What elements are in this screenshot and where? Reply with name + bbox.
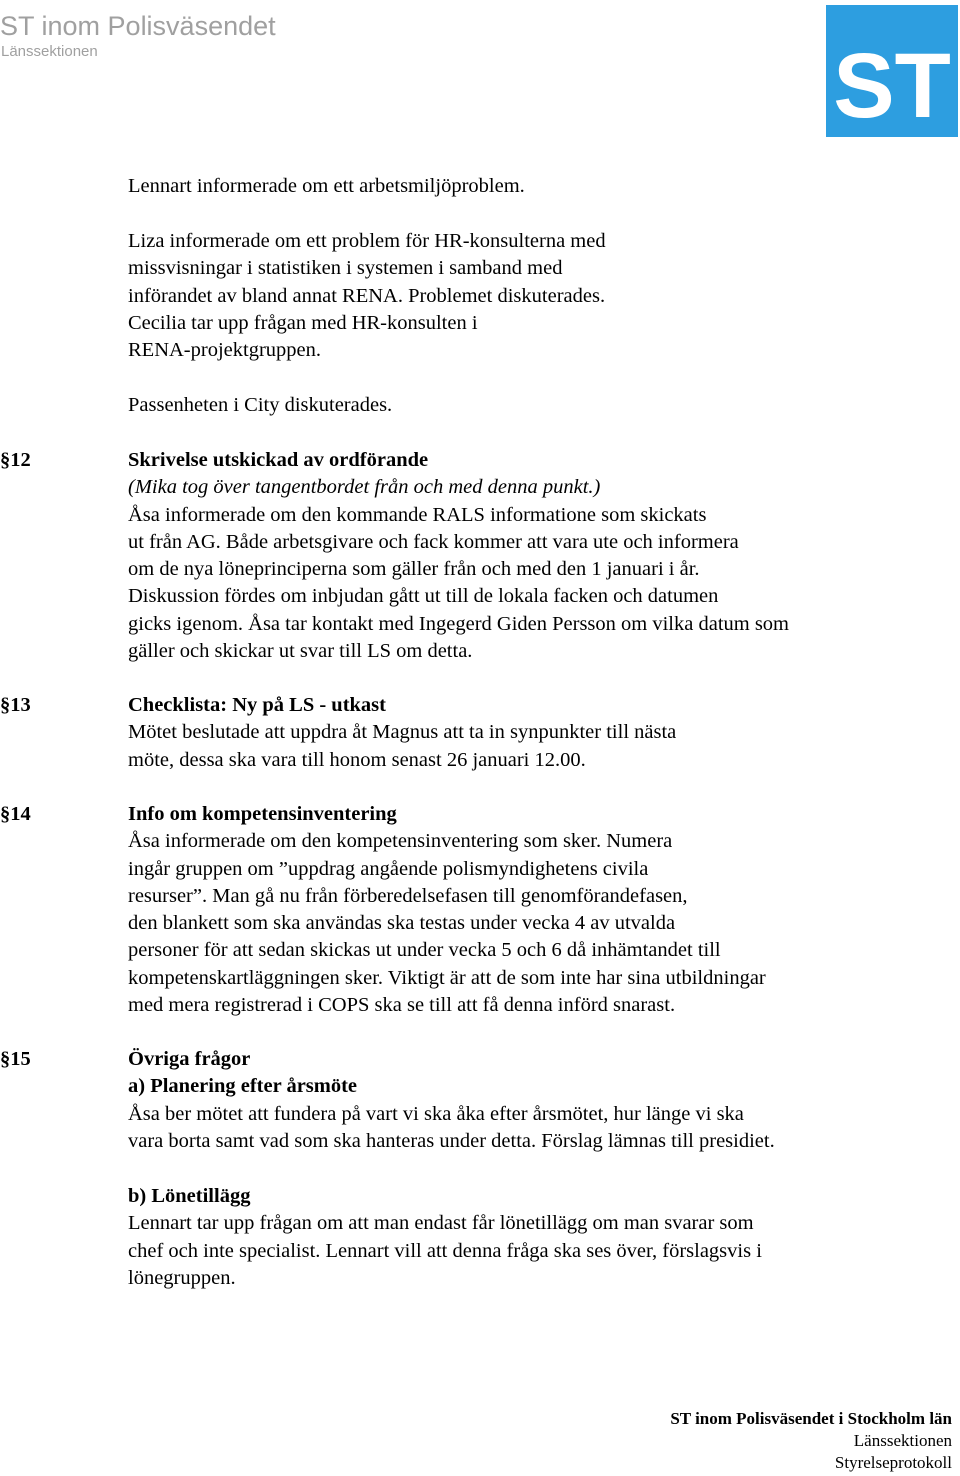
text-line: resurser”. Man gå nu från förberedelsefasen till genomförandefasen, bbox=[128, 884, 688, 907]
footer-section: Länssektionen bbox=[853, 1431, 952, 1450]
text-line: ut från AG. Både arbetsgivare och fack kommer att vara ute och informera bbox=[128, 530, 739, 553]
header-subtitle: Länssektionen bbox=[1, 43, 98, 60]
intro-paragraph-1 bbox=[128, 173, 928, 200]
footer-org: ST inom Polisväsendet i Stockholm län bbox=[670, 1409, 952, 1428]
header-title: ST inom Polisväsendet bbox=[0, 11, 276, 41]
text-line: gäller och skickar ut svar till LS om detta. bbox=[128, 640, 473, 663]
subsection-heading-b: b) Lönetillägg bbox=[128, 1185, 251, 1207]
text-line: möte, dessa ska vara till honom senast 26 januari 12.00. bbox=[128, 748, 586, 771]
subsection-heading-a: a) Planering efter årsmöte bbox=[128, 1075, 358, 1098]
section-14-number: §14 bbox=[0, 803, 31, 825]
intro-paragraph-3 bbox=[128, 392, 928, 419]
intro-paragraph-2 bbox=[128, 228, 928, 364]
text-line: personer för att sedan skickas ut under vecka 5 och 6 då inhämtandet till bbox=[128, 939, 721, 962]
text-line: Åsa ber mötet att fundera på vart vi ska åka efter årsmötet, hur länge vi ska bbox=[128, 1102, 744, 1125]
text-line: kompetenskartläggningen sker. Viktigt är att de som inte har sina utbildningar bbox=[128, 966, 766, 989]
text-line: Lennart tar upp frågan om att man endast får lönetillägg om man svarar som bbox=[128, 1212, 754, 1235]
text-line: ingår gruppen om ”uppdrag angående polismyndighetens civila bbox=[128, 857, 649, 880]
footer-doc: Styrelseprotokoll bbox=[834, 1453, 952, 1472]
section-heading: Övriga frågor bbox=[128, 1048, 251, 1070]
text-line: Cecilia tar upp frågan med HR-konsulten i bbox=[128, 311, 478, 334]
section-15-number: §15 bbox=[0, 1048, 31, 1070]
logo-text: ST bbox=[833, 35, 951, 137]
text-line: den blankett som ska användas ska testas under vecka 4 av utvalda bbox=[128, 912, 676, 935]
section-13 bbox=[128, 692, 928, 774]
st-logo-icon bbox=[826, 5, 958, 137]
text-line: Mötet beslutade att uppdra åt Magnus att ta in synpunkter till nästa bbox=[128, 721, 677, 744]
text-line: vara borta samt vad som ska hanteras under detta. Förslag lämnas till presidiet. bbox=[128, 1129, 775, 1152]
text-line: RENA-projektgruppen. bbox=[128, 339, 321, 362]
section-15 bbox=[128, 1046, 928, 1155]
section-12-number: §12 bbox=[0, 449, 31, 471]
text-line: missvisningar i statistiken i systemen i samband med bbox=[128, 257, 563, 280]
page-footer bbox=[670, 1408, 952, 1474]
section-heading: Info om kompetensinventering bbox=[128, 803, 397, 825]
section-note: (Mika tog över tangentbordet från och med denna punkt.) bbox=[128, 476, 601, 499]
text-line: införandet av bland annat RENA. Problemet diskuterades. bbox=[128, 284, 606, 307]
st-logo bbox=[826, 5, 958, 137]
section-heading: Checklista: Ny på LS - utkast bbox=[128, 694, 386, 716]
text-line: Lennart informerade om ett arbetsmiljöproblem. bbox=[128, 175, 525, 197]
text-line: Diskussion fördes om inbjudan gått ut till de lokala facken och datumen bbox=[128, 585, 719, 608]
text-line: lönegruppen. bbox=[128, 1266, 236, 1289]
text-line: Liza informerade om ett problem för HR-konsulterna med bbox=[128, 230, 606, 252]
section-12 bbox=[128, 447, 928, 665]
text-line: Passenheten i City diskuterades. bbox=[128, 394, 393, 416]
text-line: gicks igenom. Åsa tar kontakt med Ingegerd Giden Persson om vilka datum som bbox=[128, 612, 790, 635]
text-line: Åsa informerade om den kommande RALS informatione som skickats bbox=[128, 503, 707, 526]
text-line: med mera registrerad i COPS ska se till att få denna införd snarast. bbox=[128, 994, 676, 1017]
section-13-number: §13 bbox=[0, 694, 31, 716]
text-line: Åsa informerade om den kompetensinventering som sker. Numera bbox=[128, 830, 673, 853]
text-line: chef och inte specialist. Lennart vill att denna fråga ska ses över, förslagsvis i bbox=[128, 1239, 762, 1262]
section-heading: Skrivelse utskickad av ordförande bbox=[128, 449, 429, 471]
text-line: om de nya löneprinciperna som gäller från och med den 1 januari i år. bbox=[128, 558, 700, 581]
section-15b bbox=[128, 1183, 928, 1292]
section-14 bbox=[128, 801, 928, 1019]
